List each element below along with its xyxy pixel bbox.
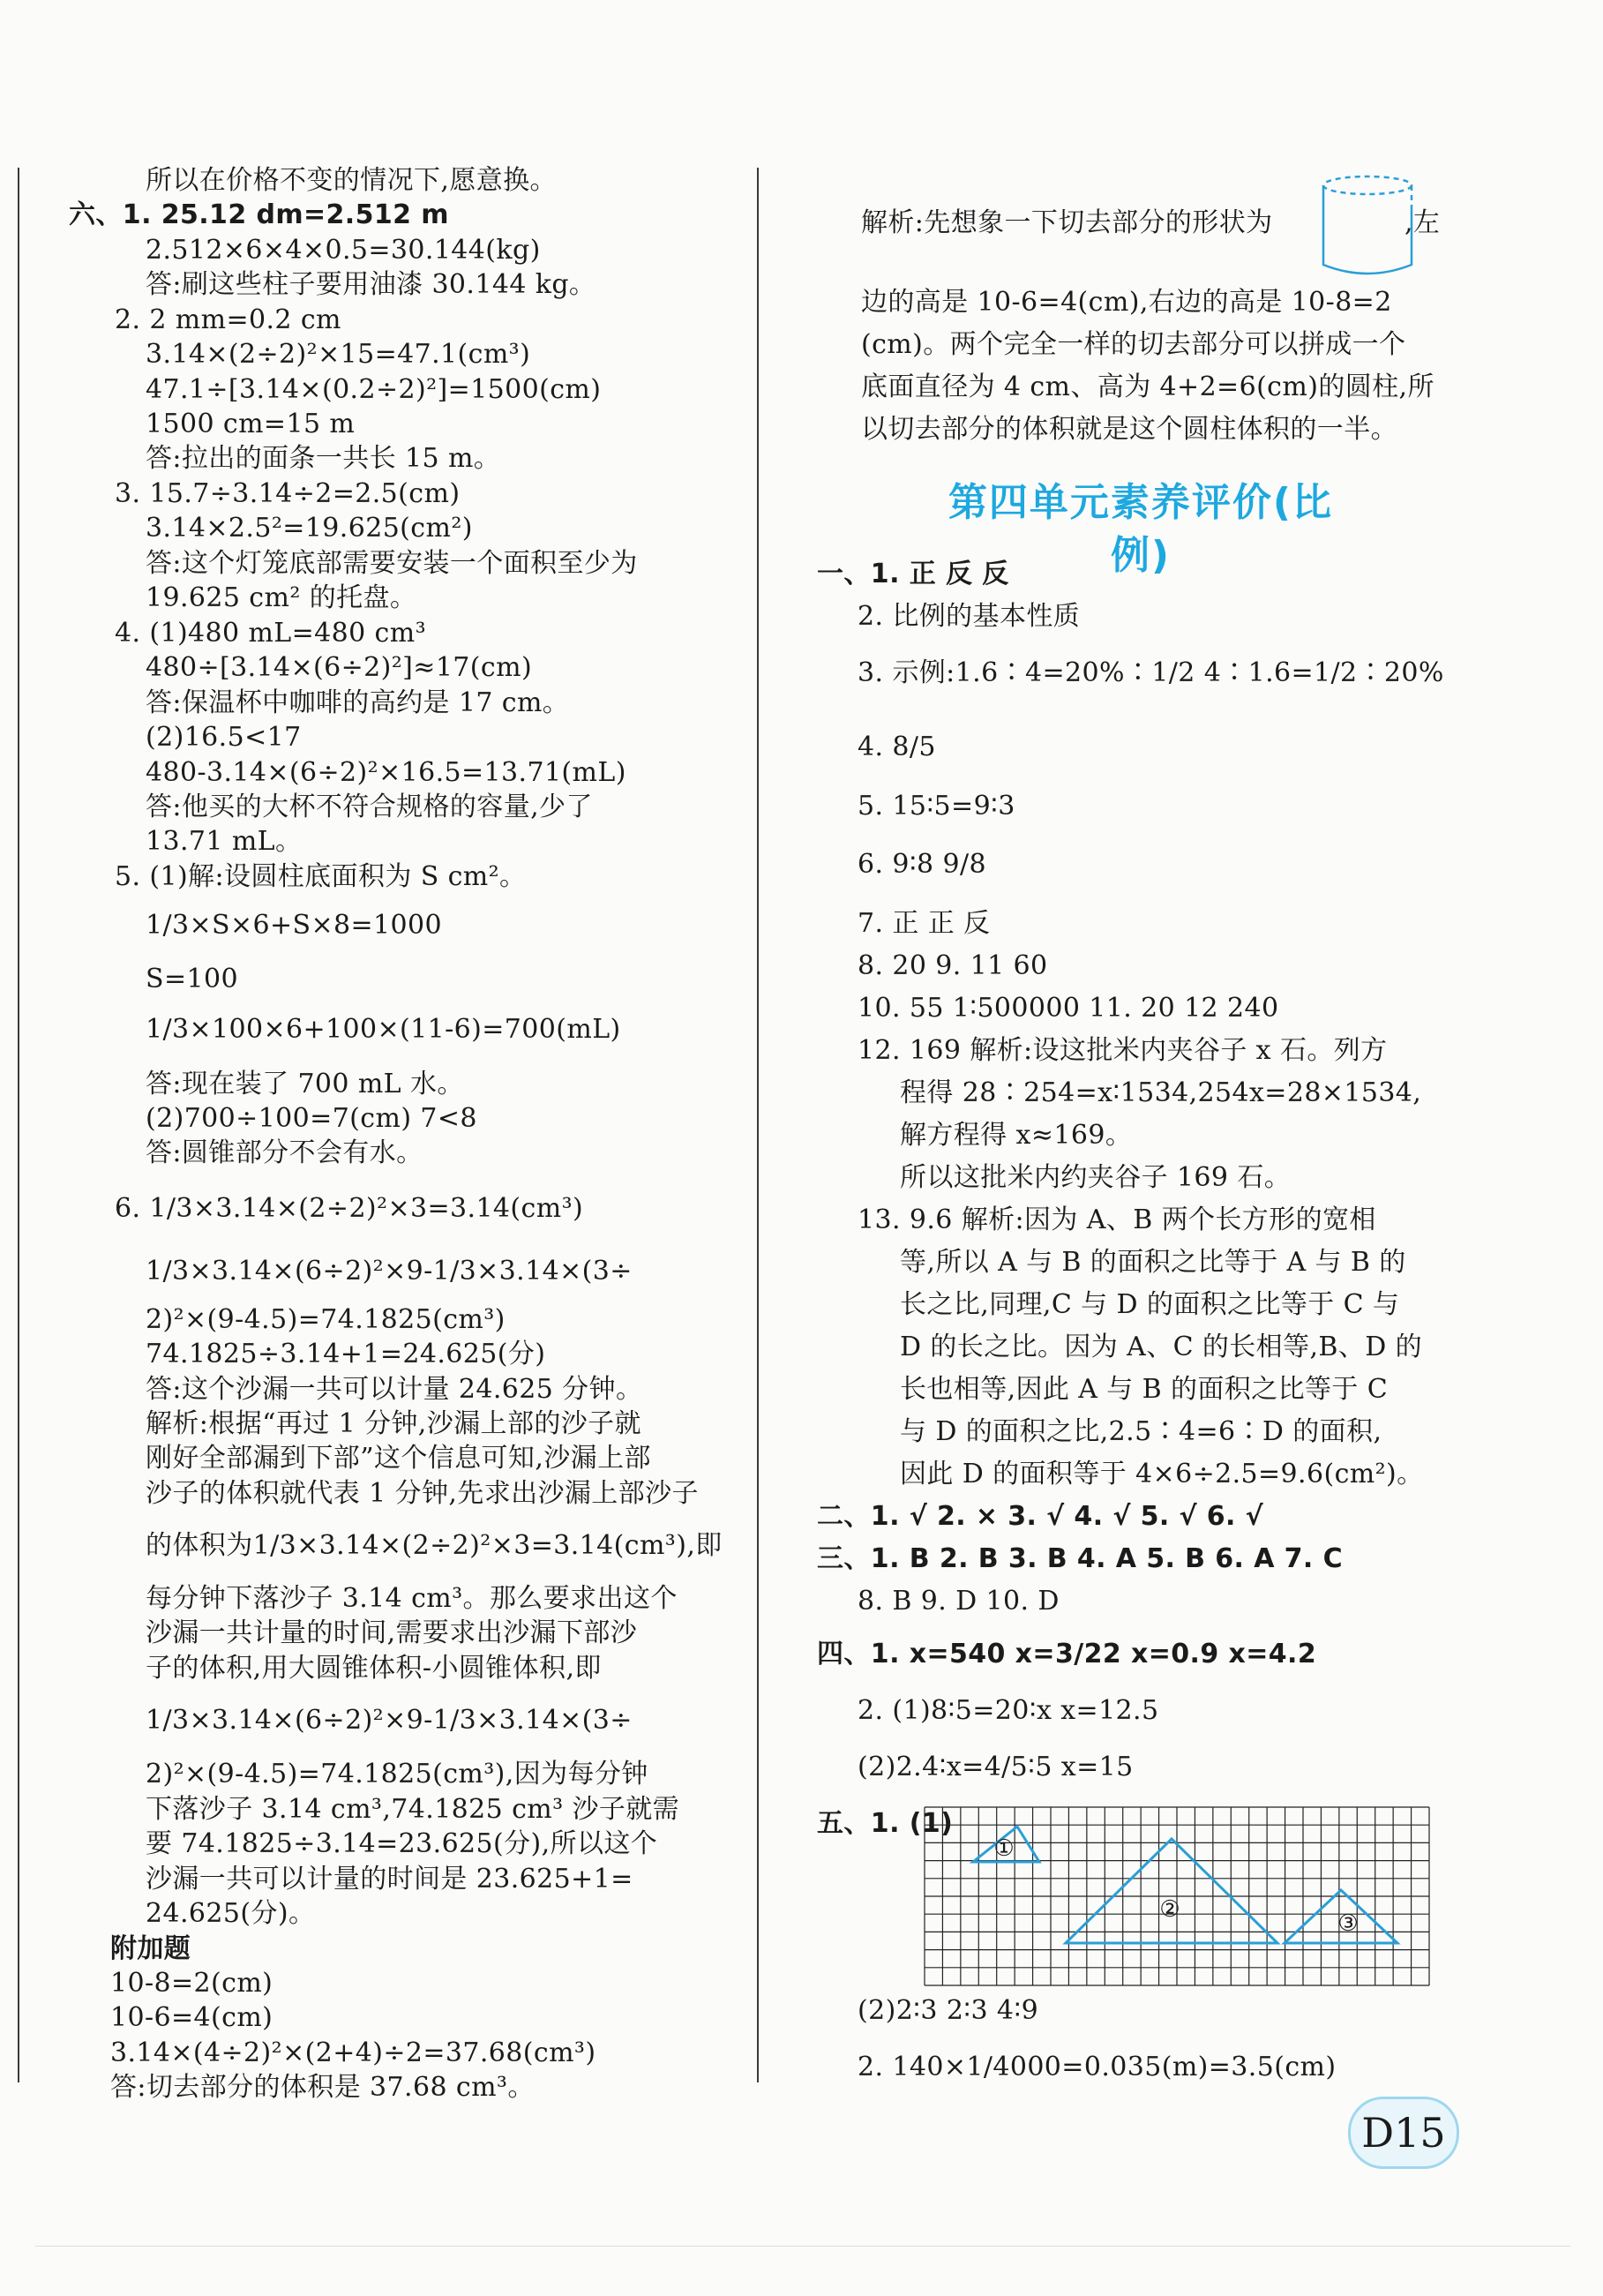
analysis-line: 每分钟下落沙子 3.14 cm³。那么要求出这个 <box>146 1583 678 1614</box>
section-6-q1: 六、1. 25.12 dm=2.512 m <box>69 199 449 230</box>
analysis-line: 沙子的体积就代表 1 分钟,先求出沙漏上部沙子 <box>146 1478 699 1509</box>
analysis-line: 沙漏一共可以计量的时间是 23.625+1= <box>146 1864 633 1895</box>
answer-line: 8. 20 9. 11 60 <box>858 950 1048 981</box>
text-line: 答:刷这些柱子要用油漆 30.144 kg。 <box>146 269 596 300</box>
answer-line: 4. 8/5 <box>858 732 936 762</box>
section-4-line: 四、1. x=540 x=3/22 x=0.9 x=4.2 <box>817 1639 1317 1669</box>
answer-line: 程得 28∶254=x∶1534,254x=28×1534, <box>900 1077 1422 1108</box>
analysis-line: 2)²×(9-4.5)=74.1825(cm³),因为每分钟 <box>146 1759 648 1790</box>
analysis-line: 24.625(分)。 <box>146 1898 316 1929</box>
text-line: 10-8=2(cm) <box>110 1968 273 1999</box>
answer-line: D 的长之比。因为 A、C 的长相等,B、D 的 <box>900 1332 1423 1362</box>
shape-label-2: ② <box>1159 1896 1180 1923</box>
question-6: 6. 1/3×3.14×(2÷2)²×3=3.14(cm³) <box>115 1193 584 1224</box>
triangle-2 <box>1066 1839 1277 1943</box>
equation-line: 1/3×S×6+S×8=1000 <box>146 910 442 941</box>
answer-line: 2. 比例的基本性质 <box>858 601 1081 632</box>
column-divider <box>757 168 759 2082</box>
answer-line: 12. 169 解析:设这批米内夹谷子 x 石。列方 <box>858 1035 1388 1066</box>
text-line: 2)²×(9-4.5)=74.1825(cm³) <box>146 1304 506 1335</box>
answer-line: (2)2∶3 2∶3 4∶9 <box>858 1995 1039 2026</box>
section-3-line: 三、1. B 2. B 3. B 4. A 5. B 6. A 7. C <box>817 1543 1343 1574</box>
answer-line: 3. 示例:1.6∶4=20%∶1/2 4∶1.6=1/2∶20% <box>858 657 1444 688</box>
text-line: 答:切去部分的体积是 37.68 cm³。 <box>110 2072 535 2103</box>
analysis-line: 的体积为1/3×3.14×(2÷2)²×3=3.14(cm³),即 <box>146 1530 723 1561</box>
bonus-heading: 附加题 <box>110 1933 191 1964</box>
analysis-line: ,左 <box>1404 207 1441 238</box>
text-line: (2)16.5<17 <box>146 722 302 753</box>
text-line: 答:现在装了 700 mL 水。 <box>146 1069 464 1099</box>
answer-line: 2. (1)8∶5=20∶x x=12.5 <box>858 1695 1159 1726</box>
question-4: 4. (1)480 mL=480 cm³ <box>115 618 427 649</box>
text-line: 480-3.14×(6÷2)²×16.5=13.71(mL) <box>146 757 626 788</box>
text-line: 3.14×2.5²=19.625(cm²) <box>146 513 473 544</box>
text-line: 答:圆锥部分不会有水。 <box>146 1137 423 1168</box>
analysis-line: 要 74.1825÷3.14=23.625(分),所以这个 <box>146 1828 658 1859</box>
answer-line: 长之比,同理,C 与 D 的面积之比等于 C 与 <box>900 1289 1400 1320</box>
answer-line: 长也相等,因此 A 与 B 的面积之比等于 C <box>900 1374 1389 1405</box>
analysis-line: 下落沙子 3.14 cm³,74.1825 cm³ 沙子就需 <box>146 1794 680 1825</box>
analysis-line: 子的体积,用大圆锥体积-小圆锥体积,即 <box>146 1653 602 1684</box>
unit-title: 第四单元素养评价(比例) <box>948 480 1334 578</box>
analysis-line: 以切去部分的体积就是这个圆柱体积的一半。 <box>861 414 1397 445</box>
answer-line: 解方程得 x≈169。 <box>900 1120 1133 1151</box>
text-line: (2)700÷100=7(cm) 7<8 <box>146 1103 477 1134</box>
answer-line: 8. B 9. D 10. D <box>858 1586 1060 1617</box>
answer-line: 5. 15∶5=9∶3 <box>858 791 1015 822</box>
text-line: S=100 <box>146 964 238 994</box>
text-line: 答:这个灯笼底部需要安装一个面积至少为 <box>146 548 638 579</box>
cylinder-piece-icon <box>1318 173 1417 282</box>
analysis-line: 刚好全部漏到下部”这个信息可知,沙漏上部 <box>146 1443 651 1474</box>
equation-line: 1/3×3.14×(6÷2)²×9-1/3×3.14×(3÷ <box>146 1256 633 1287</box>
answer-line: 6. 9∶8 9/8 <box>858 849 986 880</box>
equation-line: 1/3×100×6+100×(11-6)=700(mL) <box>146 1014 621 1045</box>
answer-line: 10. 55 1∶500000 11. 20 12 240 <box>858 993 1279 1024</box>
answer-line: (2)2.4∶x=4/5∶5 x=15 <box>858 1752 1134 1782</box>
shape-label-3: ③ <box>1337 1910 1359 1937</box>
answer-line: 所以这批米内约夹谷子 169 石。 <box>900 1162 1292 1193</box>
text-line: 13.71 mL。 <box>146 826 303 857</box>
text-line: 3.14×(4÷2)²×(2+4)÷2=37.68(cm³) <box>110 2037 596 2068</box>
question-3: 3. 15.7÷3.14÷2=2.5(cm) <box>115 478 461 509</box>
page-number: D15 <box>1348 2097 1459 2169</box>
answer-line: 13. 9.6 解析:因为 A、B 两个长方形的宽相 <box>858 1204 1376 1235</box>
text-line: 3.14×(2÷2)²×15=47.1(cm³) <box>146 339 531 370</box>
text-line: 答:保温杯中咖啡的高约是 17 cm。 <box>146 687 570 718</box>
text-line: 所以在价格不变的情况下,愿意换。 <box>146 165 557 196</box>
section-1-q1: 一、1. 正 反 反 <box>817 559 1009 589</box>
answer-line: 与 D 的面积之比,2.5∶4=6∶D 的面积, <box>900 1416 1382 1447</box>
bottom-rule <box>35 2246 1570 2247</box>
analysis-line: (cm)。两个完全一样的切去部分可以拼成一个 <box>861 329 1406 360</box>
analysis-line: 沙漏一共计量的时间,需要求出沙漏下部沙 <box>146 1617 638 1648</box>
answer-line: 2. 140×1/4000=0.035(m)=3.5(cm) <box>858 2052 1337 2082</box>
left-margin-rule <box>18 168 19 2082</box>
analysis-line: 解析:先想象一下切去部分的形状为 <box>861 207 1273 238</box>
answer-line: 7. 正 正 反 <box>858 908 991 939</box>
text-line: 480÷[3.14×(6÷2)²]≈17(cm) <box>146 652 533 683</box>
answer-line: 因此 D 的面积等于 4×6÷2.5=9.6(cm²)。 <box>900 1459 1424 1489</box>
text-line: 10-6=4(cm) <box>110 2002 273 2033</box>
analysis-line: 边的高是 10-6=4(cm),右边的高是 10-8=2 <box>861 287 1392 318</box>
text-line: 74.1825÷3.14+1=24.625(分) <box>146 1339 546 1369</box>
text-line: 答:拉出的面条一共长 15 m。 <box>146 443 501 474</box>
text-line: 答:这个沙漏一共可以计量 24.625 分钟。 <box>146 1374 643 1405</box>
question-2: 2. 2 mm=0.2 cm <box>115 304 341 335</box>
section-5-line: 五、1. (1) <box>817 1808 954 1839</box>
question-5: 5. (1)解:设圆柱底面积为 S cm²。 <box>115 861 527 892</box>
text-line: 19.625 cm² 的托盘。 <box>146 582 417 613</box>
analysis-line: 1/3×3.14×(6÷2)²×9-1/3×3.14×(3÷ <box>146 1705 633 1736</box>
text-line: 答:他买的大杯不符合规格的容量,少了 <box>146 792 593 822</box>
text-line: 1500 cm=15 m <box>146 409 356 439</box>
text-line: 47.1÷[3.14×(0.2÷2)²]=1500(cm) <box>146 374 602 405</box>
text-line: 2.512×6×4×0.5=30.144(kg) <box>146 235 541 266</box>
analysis-line: 底面直径为 4 cm、高为 4+2=6(cm)的圆柱,所 <box>861 371 1434 402</box>
section-2-line: 二、1. √ 2. × 3. √ 4. √ 5. √ 6. √ <box>817 1501 1264 1532</box>
grid-figure <box>925 1807 1429 1985</box>
analysis-line: 解析:根据“再过 1 分钟,沙漏上部的沙子就 <box>146 1408 641 1439</box>
answer-line: 等,所以 A 与 B 的面积之比等于 A 与 B 的 <box>900 1247 1406 1278</box>
shape-label-1: ① <box>993 1835 1015 1862</box>
